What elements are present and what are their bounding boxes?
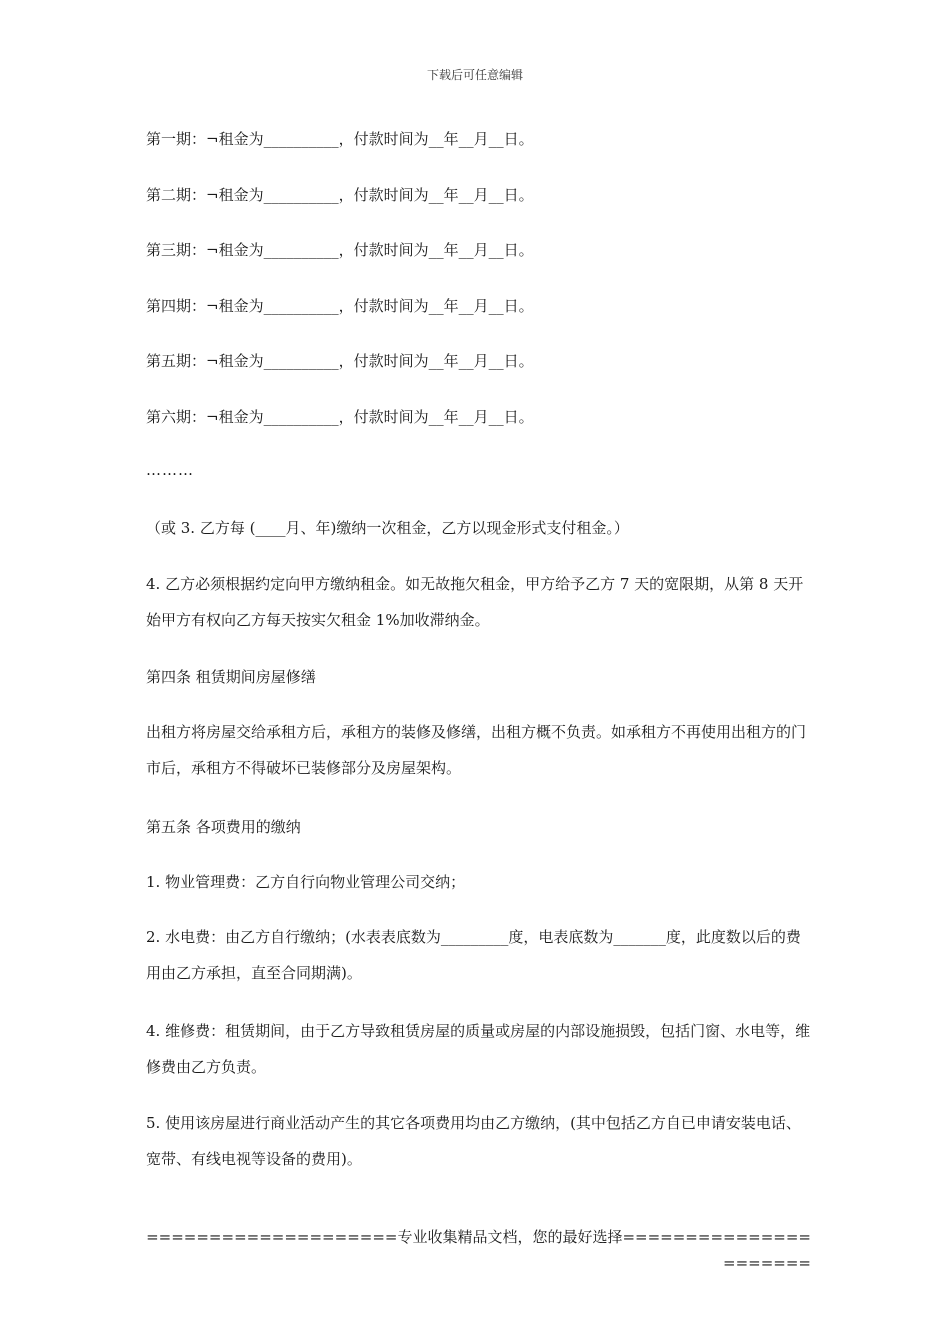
payment-line-5: 第五期：¬租金为__________，付款时间为__年__月__日。 — [146, 352, 534, 370]
payment-line-1: 第一期：¬租金为__________，付款时间为__年__月__日。 — [146, 130, 534, 148]
page-header: 下载后可任意编辑 — [426, 68, 523, 82]
payment-line-3: 第三期：¬租金为__________，付款时间为__年__月__日。 — [146, 241, 534, 259]
fee-item-2: 2. 水电费：由乙方自行缴纳；(水表表底数为_________度，电表底数为_______度，此度数以后的费用由乙方承担，直至合同期满)。 — [146, 928, 801, 982]
payment-line-2: 第二期：¬租金为__________，付款时间为__年__月__日。 — [146, 186, 534, 204]
clause-4-late-payment: 4. 乙方必须根据约定向甲方缴纳租金。如无故拖欠租金，甲方给予乙方 7 天的宽限期，从第 8 天开始甲方有权向乙方每天按实欠租金 1%加收滞纳金。 — [146, 575, 804, 629]
alt-clause: （或 3. 乙方每 (____月、年)缴纳一次租金，乙方以现金形式支付租金。） — [146, 519, 629, 537]
article-5-title: 第五条 各项费用的缴纳 — [146, 818, 301, 836]
fee-item-5: 5. 使用该房屋进行商业活动产生的其它各项费用均由乙方缴纳，(其中包括乙方自已申请安装电话、宽带、有线电视等设备的费用)。 — [146, 1114, 801, 1168]
ellipsis: ……… — [146, 461, 194, 479]
fee-item-4: 4. 维修费：租赁期间，由于乙方导致租赁房屋的质量或房屋的内部设施损毁，包括门窗、水电等，维修费由乙方负责。 — [146, 1022, 811, 1076]
payment-line-4: 第四期：¬租金为__________，付款时间为__年__月__日。 — [146, 297, 534, 315]
article-4-body: 出租方将房屋交给承租方后，承租方的装修及修缮，出租方概不负责。如承租方不再使用出租方的门市后，承租方不得破坏已装修部分及房屋架构。 — [146, 723, 807, 777]
article-4-title: 第四条 租赁期间房屋修缮 — [146, 668, 316, 686]
fee-item-1: 1. 物业管理费：乙方自行向物业管理公司交纳； — [146, 873, 466, 891]
page-footer: ====================专业收集精品文档，您的最好选择====================== — [146, 1228, 811, 1272]
payment-line-6: 第六期：¬租金为__________，付款时间为__年__月__日。 — [146, 408, 534, 426]
